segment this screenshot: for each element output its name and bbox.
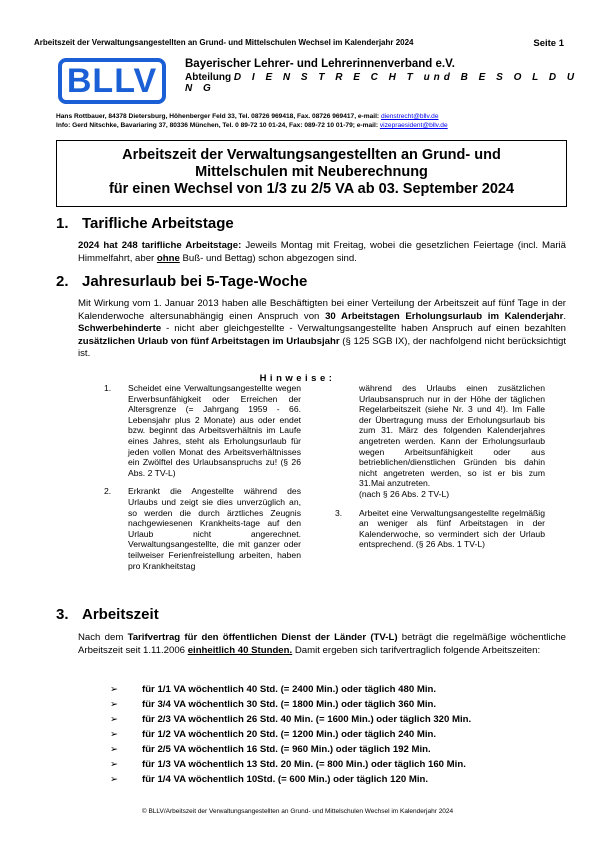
s1-text-a: Jeweils Montag mit Freitag, wobei die gesetzlichen Feiertage (incl. Mariä Himmelfahrt, aber bbox=[78, 240, 566, 264]
hinweis-3 bbox=[335, 508, 545, 550]
hinweis-2-text: Erkrankt die Angestellte während des Urlaubs und zeigt sie dies unverzüglich an, so werden die durch ärztliches Zeugnis nachgewiesenen Krankheits-tage auf den Urlaub nicht angerechnet. Verwaltungsangestellte, die mit ganzer oder teilweiser Ferienfreistellung arbeiten, haben pro Krankheitstag bbox=[128, 486, 301, 571]
section-1-text bbox=[78, 240, 566, 265]
running-header bbox=[34, 38, 564, 47]
arbeitszeit-list bbox=[110, 684, 570, 789]
s2-text-a: Mit Wirkung vom 1. Januar 2013 haben alle Beschäftigten bei einer Verteilung der Arbeitszeit auf fünf Tage in der Kalenderwoche altersunabhängig einen Anspruch von bbox=[78, 298, 566, 322]
list-item bbox=[110, 714, 570, 729]
page-number: Seite 1 bbox=[533, 38, 564, 49]
section-3-text bbox=[78, 632, 566, 657]
hinweise-right-column bbox=[335, 383, 545, 558]
dept-prefix: Abteilung bbox=[185, 72, 232, 83]
arrow-icon: ➢ bbox=[110, 684, 119, 695]
footer: © BLLV/Arbeitszeit der Verwaltungsangestellten an Grund- und Mittelschulen Wechsel im Kalenderjahr 2024 bbox=[141, 808, 454, 815]
list-item-text: für 2/3 VA wöchentlich 26 Std. 40 Min. (= 1600 Min.) oder täglich 320 Min. bbox=[142, 714, 472, 725]
list-item bbox=[110, 774, 570, 789]
org-department bbox=[185, 72, 595, 94]
section-3-heading bbox=[56, 606, 159, 623]
list-item bbox=[110, 699, 570, 714]
hinweis-1-text: Scheidet eine Verwaltungsangestellte wegen Erwerbsunfähigkeit oder Erreichen der Altersgrenze (= Jahrgang 1959 - 66. Lebensjahr plus 2 Monate) aus oder endet bzw. beginnt das Arbeitsverhältnis im Laufe eines Jahres, steht als Erholungsurlaub für jeden vollen Monat des Arbeitsverhältnisses ein Zwölftel des Urlaubsanspruchs zu! (§ 26 Abs. 2 TV-L) bbox=[128, 383, 301, 478]
contact-line-2 bbox=[56, 122, 448, 129]
arrow-icon: ➢ bbox=[110, 759, 119, 770]
bllv-logo: BLLV bbox=[58, 58, 166, 104]
hinweis-2-number: 2. bbox=[104, 486, 112, 497]
arrow-icon: ➢ bbox=[110, 774, 119, 785]
section-3-title: Arbeitszeit bbox=[82, 606, 159, 623]
email-link-dienstrecht[interactable]: dienstrecht@bllv.de bbox=[380, 113, 439, 120]
hinweise-title: Hinweise: bbox=[259, 373, 336, 384]
s2-text-b: . bbox=[563, 310, 566, 322]
email-link-vizepraesident[interactable]: vizepraesident@bllv.de bbox=[379, 122, 448, 129]
hinweis-2-cont-text: während des Urlaubs einen zusätzlichen Urlaubsanspruch nur in der Höhe der täglichen Regelarbeitszeit (siehe Nr. 3 und 4!). Im Falle der Übertragung muss der Erholungsurlaub bis zum 31. März des folgenden Kalenderjahres angetreten werden. Kann der Erholungsurlaub wegen Arbeitsunfähigkeit oder aus betrieblichen/dienstlichen Gründen bis dahin nicht angetreten werden, so ist er bis zum 31.Mai anzutreten. bbox=[359, 383, 545, 489]
list-item bbox=[110, 729, 570, 744]
s2-bold-c: zusätzlichen Urlaub von fünf Arbeitstagen im Urlaubsjahr bbox=[78, 335, 340, 347]
s3-text-a: Nach dem bbox=[78, 632, 128, 643]
arrow-icon: ➢ bbox=[110, 729, 119, 740]
list-item bbox=[110, 744, 570, 759]
s2-bold-a: 30 Arbeitstagen Erholungsurlaub im Kalenderjahr bbox=[325, 310, 564, 322]
contact-line-1 bbox=[56, 113, 439, 120]
title-line-2: Mittelschulen mit Neuberechnung bbox=[195, 164, 428, 180]
hinweis-1-number: 1. bbox=[104, 383, 112, 393]
arrow-icon: ➢ bbox=[110, 744, 119, 755]
title-line-1: Arbeitszeit der Verwaltungsangestellten an Grund- und bbox=[122, 147, 501, 163]
hinweis-1 bbox=[104, 383, 301, 478]
section-1-number: 1. bbox=[56, 215, 69, 232]
s1-text-b: Buß- und Bettag) schon abgezogen sind. bbox=[179, 252, 357, 264]
section-1-title: Tarifliche Arbeitstage bbox=[82, 215, 234, 232]
list-item-text: für 1/2 VA wöchentlich 20 Std. (= 1200 Min.) oder täglich 240 Min. bbox=[142, 729, 437, 740]
dept-name: D I E N S T R E C H T und B E S O L D U N G bbox=[185, 72, 579, 94]
contact-text-2: Info: Gerd Nitschke, Bavariaring 37, 80336 München, Tel. 0 89-72 10 01-24, Fax: 089-72 10 01-79; e-mail: bbox=[56, 122, 380, 129]
section-2-heading bbox=[56, 273, 307, 290]
running-title: Arbeitszeit der Verwaltungsangestellten an Grund- und Mittelschulen Wechsel im Kalenderjahr 2024 bbox=[34, 38, 414, 47]
s3-bold-b: einheitlich 40 Stunden. bbox=[187, 644, 293, 656]
list-item bbox=[110, 684, 570, 699]
section-2-number: 2. bbox=[56, 273, 69, 290]
hinweis-2-continued bbox=[335, 383, 545, 500]
s3-text-b: beträgt die regelmäßige wöchentliche Arbeitszeit seit 1.11.2006 bbox=[78, 632, 567, 656]
org-name: Bayerischer Lehrer- und Lehrerinnenverband e.V. bbox=[185, 58, 455, 70]
hinweis-2 bbox=[104, 486, 301, 571]
section-3-number: 3. bbox=[56, 606, 69, 623]
list-item-text: für 1/4 VA wöchentlich 10Std. (= 600 Min.) oder täglich 120 Min. bbox=[142, 774, 429, 785]
list-item-text: für 1/3 VA wöchentlich 13 Std. 20 Min. (= 800 Min.) oder täglich 160 Min. bbox=[142, 759, 466, 770]
s3-bold-a: Tarifvertrag für den öffentlichen Dienst der Länder (TV-L) bbox=[127, 632, 398, 643]
s1-ohne: ohne bbox=[156, 252, 180, 264]
list-item bbox=[110, 759, 570, 774]
list-item-text: für 1/1 VA wöchentlich 40 Std. (= 2400 Min.) oder täglich 480 Min. bbox=[142, 684, 437, 695]
hinweise-left-column bbox=[104, 383, 301, 579]
section-2-text bbox=[78, 298, 566, 361]
s2-text-c: - nicht aber gleichgestellte - Verwaltungsangestellte haben Anspruch auf einen bezahlten bbox=[161, 323, 566, 334]
list-item-text: für 2/5 VA wöchentlich 16 Std. (= 960 Min.) oder täglich 192 Min. bbox=[142, 744, 431, 755]
list-item-text: für 3/4 VA wöchentlich 30 Std. (= 1800 Min.) oder täglich 360 Min. bbox=[142, 699, 437, 710]
arrow-icon: ➢ bbox=[110, 699, 119, 710]
hinweis-2-reference: (nach § 26 Abs. 2 TV-L) bbox=[359, 488, 450, 499]
section-1-heading bbox=[56, 215, 234, 232]
s3-text-c: Damit ergeben sich tarifvertraglich folgende Arbeitszeiten: bbox=[292, 644, 541, 656]
contact-text-1: Hans Rottbauer, 84378 Dietersburg, Höhenberger Feld 33, Tel. 08726 969418, Fax. 08726 969417, e-mail: bbox=[56, 113, 381, 120]
hinweis-3-number: 3. bbox=[335, 507, 343, 518]
s2-text-d: (§ 125 SGB IX), der nachfolgend nicht berücksichtigt ist. bbox=[78, 335, 566, 359]
title-line-3: für einen Wechsel von 1/3 zu 2/5 VA ab 03. September 2024 bbox=[108, 181, 515, 197]
section-2-title: Jahresurlaub bei 5-Tage-Woche bbox=[82, 273, 308, 290]
hinweis-3-text: Arbeitet eine Verwaltungsangestellte regelmäßig an weniger als fünf Arbeitstagen in der Kalenderwoche, so vermindert sich der Urlaub entsprechend. (§ 26 Abs. 1 TV-L) bbox=[359, 507, 545, 550]
s2-bold-b: Schwerbehinderte bbox=[78, 323, 162, 334]
document-title bbox=[56, 140, 567, 207]
s1-bold: 2024 hat 248 tarifliche Arbeitstage: bbox=[78, 240, 242, 251]
arrow-icon: ➢ bbox=[110, 714, 119, 725]
